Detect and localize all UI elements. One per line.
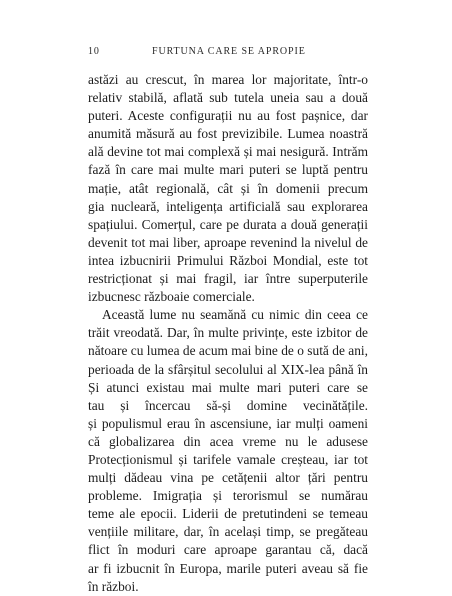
text-line: flict în moduri care aproape garantau că, dacă: [88, 542, 368, 558]
text-line: gia nucleară, inteligența artificială sau explorarea: [88, 198, 368, 214]
page-header: [88, 46, 368, 60]
text-line: relativ stabilă, aflată sub tutela uneia sau a două: [88, 90, 368, 106]
text-line: ală devine tot mai complexă și mai nesigură. Intrăm: [88, 144, 368, 160]
text-line: restricționat și mai fragil, iar între superputerile: [88, 271, 368, 287]
text-line: devenit tot mai liber, aproape revenind la nivelul de: [88, 234, 368, 250]
text-line: astăzi au crescut, în marea lor majoritate, într-o: [88, 72, 368, 87]
text-line: în război.: [88, 578, 139, 594]
text-line: spațiului. Comerțul, care pe durata a două generații: [88, 216, 368, 232]
body-text: [88, 71, 368, 596]
paragraph-1: [88, 71, 368, 306]
running-title: FURTUNA CARE SE APROPIE: [152, 46, 306, 57]
text-line: nătoare cu lumea de acum mai bine de o sută de ani,: [88, 343, 368, 359]
text-line: anumită măsură au fost previzibile. Lumea noastră: [88, 126, 368, 142]
text-line: și populismul erau în ascensiune, iar mulți oameni: [88, 415, 368, 431]
text-line: ar fi izbucnit în Europa, marile puteri aveau să fie: [88, 560, 368, 576]
text-line: trăit vreodată. Dar, în multe privințe, este izbitor de: [88, 325, 368, 341]
text-line: mulți dădeau vina pe cetățenii altor țări pentru: [88, 470, 368, 486]
text-line: mație, atât regională, cât și în domenii precum: [88, 180, 368, 196]
text-line: tau și încercau să-și domine vecinătățile.: [88, 397, 368, 413]
text-line: izbucnesc războaie comerciale.: [88, 289, 255, 305]
text-line: probleme. Imigrația și terorismul se numărau: [88, 488, 368, 504]
text-line: perioada de la sfârșitul secolului al XIX-lea până în: [88, 361, 368, 377]
text-line: fază în care mai multe mari puteri se luptă pentru: [88, 162, 368, 178]
text-line: Protecționismul și tarifele vamale creșteau, iar tot: [88, 451, 368, 467]
text-line: Această lume nu seamănă cu nimic din ceea ce: [102, 307, 368, 323]
page-number: 10: [88, 46, 100, 57]
text-line: puteri. Aceste configurații nu au fost pașnice, dar: [88, 108, 368, 124]
text-line: că globalizarea din acea vreme nu le adusese: [88, 433, 368, 449]
text-line: Și atunci existau mai multe mari puteri care se: [88, 379, 368, 395]
text-line: vențiile militare, dar, în același timp, se pregăteau: [88, 524, 368, 540]
text-line: intea izbucnirii Primului Război Mondial, este tot: [88, 252, 368, 268]
paragraph-2: [88, 306, 368, 596]
text-line: teme ale epocii. Liderii de pretutindeni se temeau: [88, 506, 368, 522]
